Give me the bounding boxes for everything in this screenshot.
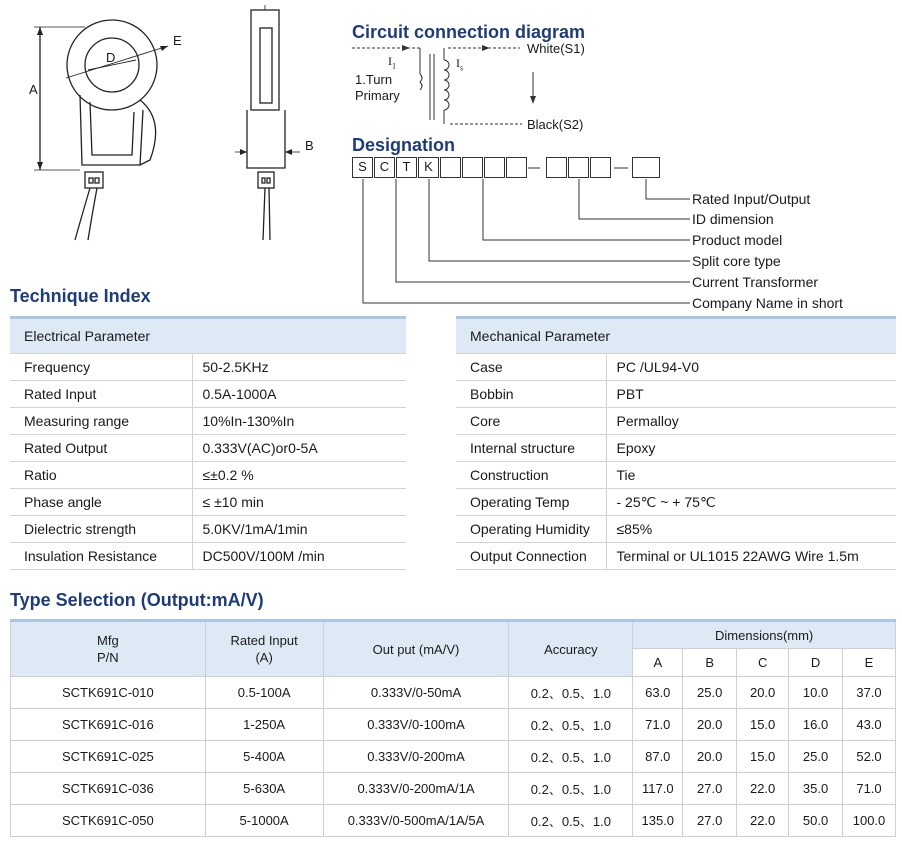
mechanical-header: Mechanical Parameter (456, 318, 896, 354)
table-row: SCTK691C-036 5-630A 0.333V/0-200mA/1A 0.2、0.5、1.0 117.0 27.0 22.0 35.0 71.0 (11, 773, 896, 805)
table-row: Rated Input 0.5A-1000A (10, 381, 406, 408)
table-row: Rated Output 0.333V(AC)or0-5A (10, 435, 406, 462)
header-mfg-pn: Mfg P/N (11, 621, 206, 677)
current-i1-label: $I_1$ (388, 54, 396, 71)
header-dimensions: Dimensions(mm) (633, 621, 896, 649)
table-row: Construction Tie (456, 462, 896, 489)
header-dim-c: C (737, 649, 789, 677)
type-selection-title: Type Selection (Output:mA/V) (10, 590, 264, 610)
table-row: Output Connection Terminal or UL1015 22AWG Wire 1.5m (456, 543, 896, 570)
black-s2-label: Black(S2) (527, 117, 584, 132)
dim-label-a: A (29, 82, 38, 97)
table-row: Ratio ≤±0.2 % (10, 462, 406, 489)
table-row: Dielectric strength 5.0KV/1mA/1min (10, 516, 406, 543)
type-selection-table (10, 619, 896, 837)
table-row: Operating Temp - 25℃ ~ + 75℃ (456, 489, 896, 516)
legend-company-name: Company Name in short (692, 295, 843, 311)
header-dim-a: A (633, 649, 683, 677)
legend-split-core: Split core type (692, 253, 781, 269)
electrical-parameter-table (10, 316, 406, 570)
current-is-label: $I_s$ (456, 56, 464, 73)
table-row: Operating Humidity ≤85% (456, 516, 896, 543)
header-dim-e: E (843, 649, 896, 677)
dim-label-d: D (106, 50, 116, 65)
circuit-title: Circuit connection diagram (352, 22, 586, 42)
table-row: Internal structure Epoxy (456, 435, 896, 462)
table-row: Core Permalloy (456, 408, 896, 435)
legend-rated-io: Rated Input/Output (692, 191, 811, 207)
table-row: Case PC /UL94-V0 (456, 354, 896, 381)
table-row: Insulation Resistance DC500V/100M /min (10, 543, 406, 570)
table-row: Phase angle ≤ ±10 min (10, 489, 406, 516)
header-accuracy: Accuracy (509, 621, 633, 677)
designation-box-t: T (396, 157, 417, 178)
header-output: Out put (mA/V) (323, 621, 509, 677)
legend-product-model: Product model (692, 232, 783, 248)
mechanical-parameter-table (456, 316, 896, 570)
table-row: SCTK691C-016 1-250A 0.333V/0-100mA 0.2、0.5、1.0 71.0 20.0 15.0 16.0 43.0 (11, 709, 896, 741)
designation-box-s: S (352, 157, 373, 178)
table-row: Bobbin PBT (456, 381, 896, 408)
header-rated-input: Rated Input (A) (205, 621, 323, 677)
table-row: SCTK691C-050 5-1000A 0.333V/0-500mA/1A/5A 0.2、0.5、1.0 135.0 27.0 22.0 50.0 100.0 (11, 805, 896, 837)
designation-title: Designation (352, 135, 456, 155)
designation-leader-lines (350, 155, 700, 310)
dim-label-e: E (173, 33, 182, 48)
header-dim-b: B (683, 649, 737, 677)
legend-id-dimension: ID dimension (692, 211, 774, 227)
header-dim-d: D (789, 649, 843, 677)
designation-box-c: C (374, 157, 395, 178)
white-s1-label: White(S1) (527, 41, 585, 56)
dim-label-b: B (305, 138, 314, 153)
technique-title: Technique Index (10, 286, 151, 306)
table-row: Frequency 50-2.5KHz (10, 354, 406, 381)
designation-box-k: K (418, 157, 439, 178)
table-row: Measuring range 10%In-130%In (10, 408, 406, 435)
table-row: SCTK691C-010 0.5-100A 0.333V/0-50mA 0.2、0.5、1.0 63.0 25.0 20.0 10.0 37.0 (11, 677, 896, 709)
primary-label: 1.Turn Primary (355, 72, 400, 103)
electrical-header: Electrical Parameter (10, 318, 406, 354)
product-drawing (0, 0, 340, 250)
table-row: SCTK691C-025 5-400A 0.333V/0-200mA 0.2、0.5、1.0 87.0 20.0 15.0 25.0 52.0 (11, 741, 896, 773)
legend-current-transformer: Current Transformer (692, 274, 819, 290)
